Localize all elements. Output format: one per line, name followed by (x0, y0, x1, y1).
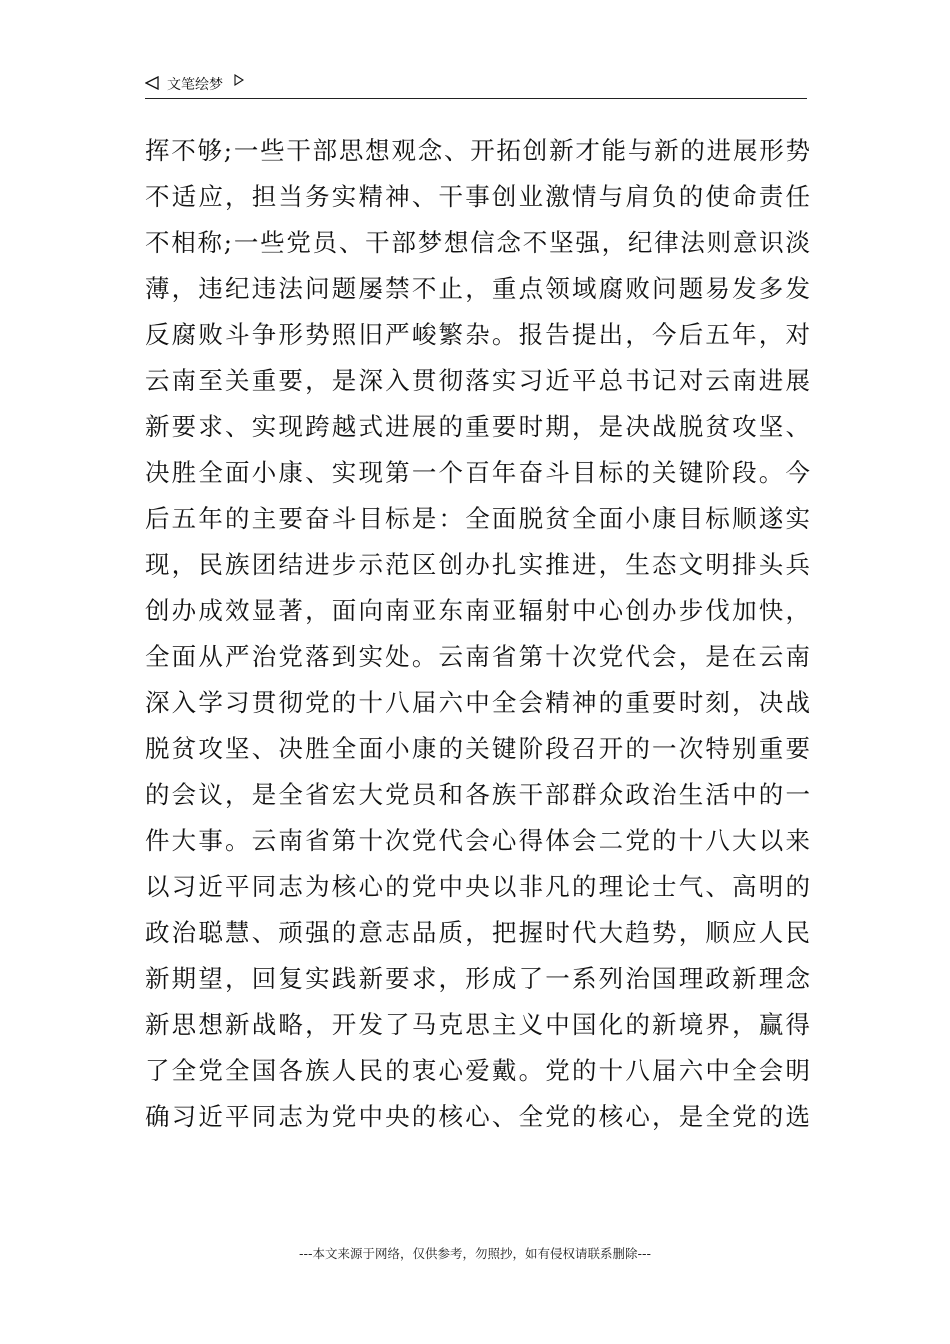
page-header (145, 70, 807, 99)
text-line: 件大事。云南省第十次党代会心得体会二党的十八大以来 (145, 826, 810, 855)
text-line: 脱贫攻坚、决胜全面小康的关键阶段召开的一次特别重要 (145, 734, 810, 763)
text-line: 不相称;一些党员、干部梦想信念不坚强，纪律法则意识淡 (145, 228, 810, 257)
text-line: 反腐败斗争形势照旧严峻繁杂。报告提出，今后五年，对 (145, 320, 810, 349)
text-line: 薄，违纪违法问题屡禁不止，重点领域腐败问题易发多发 (145, 274, 810, 303)
text-line: 全面从严治党落到实处。云南省第十次党代会，是在云南 (145, 642, 810, 671)
text-line: 决胜全面小康、实现第一个百年奋斗目标的关键阶段。今 (145, 458, 810, 487)
text-line: 新思想新战略，开发了马克思主义中国化的新境界，赢得 (145, 1010, 810, 1039)
text-line: 确习近平同志为党中央的核心、全党的核心，是全党的选 (145, 1102, 810, 1131)
document-body (145, 128, 810, 1140)
header-title: 文笔绘梦 (167, 77, 223, 93)
text-line: 新要求、实现跨越式进展的重要时期，是决战脱贫攻坚、 (145, 412, 810, 441)
text-line: 的会议，是全省宏大党员和各族干部群众政治生活中的一 (145, 780, 810, 809)
text-line: 云南至关重要，是深入贯彻落实习近平总书记对云南进展 (145, 366, 810, 395)
text-line: 新期望，回复实践新要求，形成了一系列治国理政新理念 (145, 964, 810, 993)
text-line: 挥不够;一些干部思想观念、开拓创新才能与新的进展形势 (145, 136, 810, 165)
text-line: 不适应，担当务实精神、干事创业激情与肩负的使命责任 (145, 182, 810, 211)
text-line: 现，民族团结进步示范区创办扎实推进，生态文明排头兵 (145, 550, 810, 579)
text-line: 深入学习贯彻党的十八届六中全会精神的重要时刻，决战 (145, 688, 810, 717)
text-line: 以习近平同志为核心的党中央以非凡的理论士气、高明的 (145, 872, 810, 901)
triangle-left-outline-icon (145, 76, 159, 90)
triangle-right-outline-icon (234, 74, 244, 86)
text-line: 创办成效显著，面向南亚东南亚辐射中心创办步伐加快， (145, 596, 810, 625)
page-footer-disclaimer: ---本文来源于网络，仅供参考，勿照抄，如有侵权请联系删除--- (298, 1246, 652, 1261)
text-line: 政治聪慧、顽强的意志品质，把握时代大趋势，顺应人民 (145, 918, 810, 947)
text-line: 了全党全国各族人民的衷心爱戴。党的十八届六中全会明 (145, 1056, 810, 1085)
text-line: 后五年的主要奋斗目标是：全面脱贫全面小康目标顺遂实 (145, 504, 810, 533)
